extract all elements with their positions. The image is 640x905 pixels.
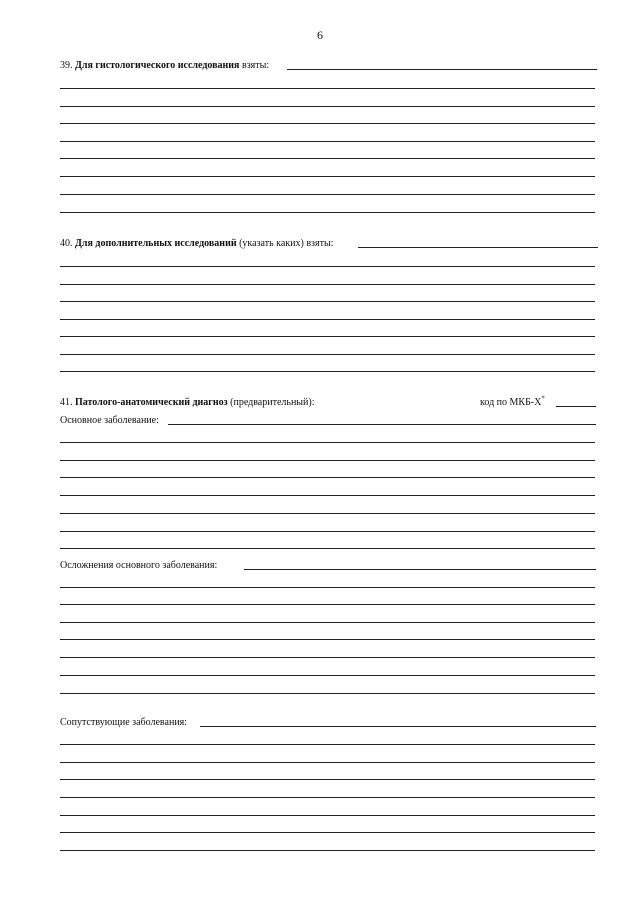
section-39-number: 39.: [60, 60, 73, 71]
section-40-label: (указать каких) взяты:: [239, 238, 334, 249]
section-40-title: Для дополнительных исследований: [75, 238, 237, 249]
write-line[interactable]: [60, 657, 595, 658]
write-line[interactable]: [60, 354, 595, 355]
concomitant-label: Сопутствующие заболевания:: [60, 717, 188, 728]
section-41-title: Патолого-анатомический диагноз: [75, 397, 228, 408]
write-line[interactable]: [60, 531, 595, 532]
write-line[interactable]: [60, 495, 595, 496]
write-line[interactable]: [60, 371, 595, 372]
write-line[interactable]: [60, 622, 595, 623]
icd-code-label: [480, 394, 545, 409]
section-40-number: 40.: [60, 238, 73, 249]
icd-code-fill-line[interactable]: [556, 406, 596, 407]
concomitant-fill-line[interactable]: [200, 726, 596, 727]
write-line[interactable]: [60, 123, 595, 124]
write-line[interactable]: [60, 212, 595, 213]
write-line[interactable]: [60, 639, 595, 640]
section-39-fill-line[interactable]: [287, 69, 597, 70]
write-line[interactable]: [60, 106, 595, 107]
section-40-fill-line[interactable]: [358, 247, 598, 248]
write-line[interactable]: [60, 301, 595, 302]
write-line[interactable]: [60, 587, 595, 588]
write-line[interactable]: [60, 442, 595, 443]
write-line[interactable]: [60, 744, 595, 745]
write-line[interactable]: [60, 604, 595, 605]
write-line[interactable]: [60, 675, 595, 676]
main-disease-fill-line[interactable]: [168, 424, 596, 425]
write-line[interactable]: [60, 141, 595, 142]
write-line[interactable]: [60, 779, 595, 780]
write-line[interactable]: [60, 319, 595, 320]
section-40-heading: [60, 238, 333, 250]
write-line[interactable]: [60, 158, 595, 159]
footnote-asterisk: *: [541, 394, 545, 403]
write-line[interactable]: [60, 88, 595, 89]
write-line[interactable]: [60, 336, 595, 337]
write-line[interactable]: [60, 850, 595, 851]
write-line[interactable]: [60, 477, 595, 478]
section-41-number: 41.: [60, 397, 73, 408]
write-line[interactable]: [60, 194, 595, 195]
write-line[interactable]: [60, 762, 595, 763]
section-39-heading: [60, 60, 269, 72]
icd-code-text: код по МКБ-Х: [480, 397, 542, 408]
write-line[interactable]: [60, 460, 595, 461]
write-line[interactable]: [60, 513, 595, 514]
write-line[interactable]: [60, 815, 595, 816]
write-line[interactable]: [60, 693, 595, 694]
write-line[interactable]: [60, 832, 595, 833]
complications-fill-line[interactable]: [244, 569, 596, 570]
section-39-label: взяты:: [241, 60, 270, 71]
page-number: 6: [317, 28, 323, 42]
section-41-heading: [60, 397, 315, 409]
write-line[interactable]: [60, 797, 595, 798]
write-line[interactable]: [60, 284, 595, 285]
section-41-label: (предварительный):: [230, 397, 315, 408]
write-line[interactable]: [60, 176, 595, 177]
main-disease-label: Основное заболевание:: [60, 415, 159, 426]
write-line[interactable]: [60, 266, 595, 267]
section-39-title: Для гистологического исследования: [75, 60, 240, 71]
write-line[interactable]: [60, 548, 595, 549]
complications-label: Осложнения основного заболевания:: [60, 560, 218, 571]
